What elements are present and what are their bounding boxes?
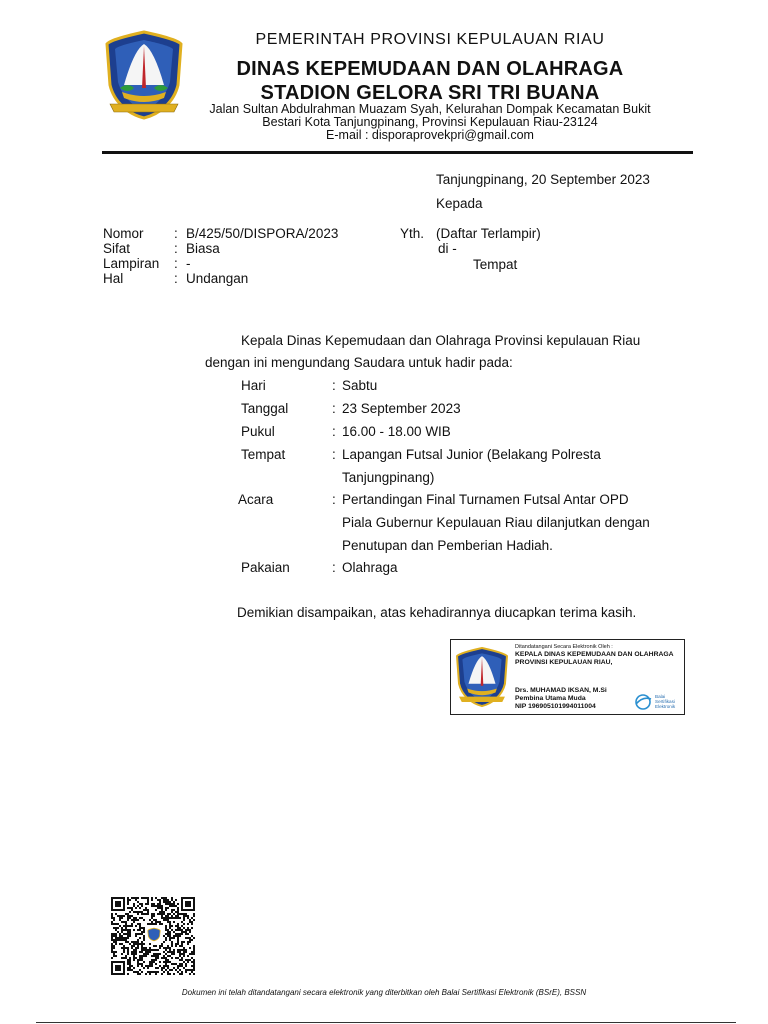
qr-code-icon [111, 897, 195, 975]
letterhead-rule [102, 151, 693, 154]
pakaian-colon: : [332, 560, 336, 575]
government-name: PEMERINTAH PROVINSI KEPULAUAN RIAU [255, 31, 605, 48]
email-line: E-mail : disporaprovekpri@gmail.com [326, 128, 534, 142]
provincial-emblem-icon [104, 30, 184, 120]
hal-colon: : [174, 271, 178, 286]
bsre-logo-icon [632, 694, 654, 710]
sifat-label: Sifat [103, 241, 131, 256]
acara-value-2: Piala Gubernur Kepulauan Riau dilanjutkan dengan [342, 515, 650, 530]
pukul-label: Pukul [241, 424, 275, 439]
nomor-colon: : [174, 226, 178, 241]
hari-colon: : [332, 378, 336, 393]
lampiran-colon: : [174, 256, 178, 271]
hari-value: Sabtu [342, 378, 378, 393]
footer-rule [36, 1022, 736, 1023]
tempat-colon: : [332, 447, 336, 462]
bsre-text-2: Sertifikasi [655, 699, 675, 704]
hal-label: Hal [103, 271, 124, 286]
signer-position-1: KEPALA DINAS KEPEMUDAAN DAN OLAHRAGA [515, 651, 674, 658]
agency-name: DINAS KEPEMUDAAN DAN OLAHRAGA [236, 58, 624, 80]
sifat-colon: : [174, 241, 178, 256]
recipient-name: (Daftar Terlampir) [436, 226, 541, 241]
hal-value: Undangan [186, 271, 249, 286]
address-line-2: Bestari Kota Tanjungpinang, Provinsi Kepulauan Riau-23124 [262, 115, 598, 129]
tanggal-label: Tanggal [241, 401, 289, 416]
hari-label: Hari [241, 378, 266, 393]
lampiran-value: - [186, 256, 191, 271]
yth-label: Yth. [400, 226, 425, 241]
bsre-text-1: Balai [655, 694, 666, 699]
bsre-text-3: Elektronik [655, 704, 676, 709]
tanggal-colon: : [332, 401, 336, 416]
agency-subtitle: STADION GELORA SRI TRI BUANA [260, 82, 600, 104]
tempat-value-2: Tanjungpinang) [342, 470, 435, 485]
intro-line-2: dengan ini mengundang Saudara untuk hadir pada: [205, 355, 513, 370]
acara-label: Acara [238, 492, 274, 507]
pukul-colon: : [332, 424, 336, 439]
recipient-place: Tempat [473, 257, 518, 272]
signer-position-2: PROVINSI KEPULAUAN RIAU, [515, 659, 613, 666]
tempat-value-1: Lapangan Futsal Junior (Belakang Polresta [342, 447, 601, 462]
acara-value-3: Penutupan dan Pemberian Hadiah. [342, 538, 553, 553]
sifat-value: Biasa [186, 241, 220, 256]
signer-name: Drs. MUHAMAD IKSAN, M.Si [515, 687, 607, 694]
nomor-label: Nomor [103, 226, 144, 241]
pukul-value: 16.00 - 18.00 WIB [342, 424, 451, 439]
signer-nip: NIP 196905101994011004 [515, 703, 596, 710]
tempat-label: Tempat [241, 447, 286, 462]
footer-note: Dokumen ini telah ditandatangani secara elektronik yang diterbitkan oleh Balai Sertifikasi Elektronik (BSrE), BSSN [181, 988, 587, 997]
dateline: Tanjungpinang, 20 September 2023 [436, 172, 650, 187]
provincial-emblem-icon [455, 643, 509, 711]
closing-text: Demikian disampaikan, atas kehadirannya diucapkan terima kasih. [237, 605, 637, 620]
acara-value-1: Pertandingan Final Turnamen Futsal Antar OPD [342, 492, 629, 507]
lampiran-label: Lampiran [103, 256, 160, 271]
acara-colon: : [332, 492, 336, 507]
pakaian-label: Pakaian [241, 560, 290, 575]
electronic-signature-box [450, 639, 685, 715]
recipient-di: di - [438, 241, 457, 256]
kepada-label: Kepada [436, 196, 483, 211]
address-line-1: Jalan Sultan Abdulrahman Muazam Syah, Kelurahan Dompak Kecamatan Bukit [209, 102, 651, 116]
signed-note: Ditandatangani Secara Elektronik Oleh : [515, 644, 613, 650]
tanggal-value: 23 September 2023 [342, 401, 461, 416]
pakaian-value: Olahraga [342, 560, 398, 575]
nomor-value: B/425/50/DISPORA/2023 [186, 226, 339, 241]
signer-rank: Pembina Utama Muda [515, 695, 586, 702]
intro-line-1: Kepala Dinas Kepemudaan dan Olahraga Provinsi kepulauan Riau [241, 333, 641, 348]
